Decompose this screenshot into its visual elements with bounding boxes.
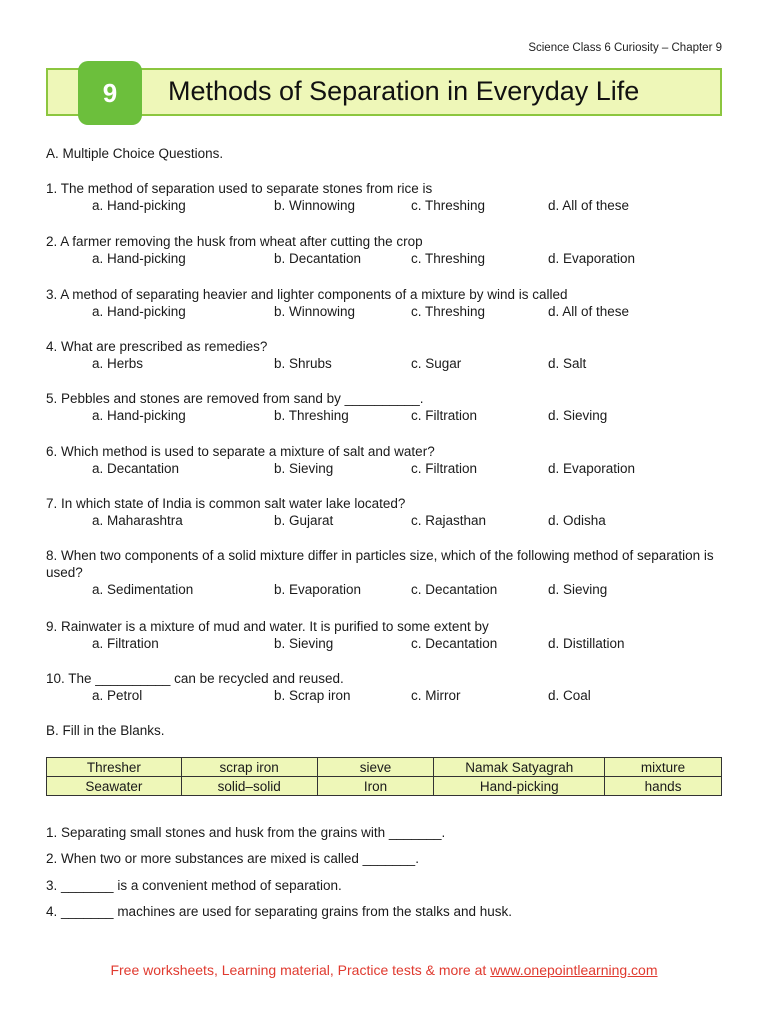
- answer-option[interactable]: d. Sieving: [548, 408, 608, 423]
- answer-option[interactable]: c. Sugar: [411, 356, 462, 371]
- question-item: [46, 547, 726, 598]
- answer-option[interactable]: c. Rajasthan: [411, 513, 487, 528]
- answer-option[interactable]: b. Winnowing: [274, 198, 356, 213]
- word-bank-cell: solid–solid: [181, 777, 317, 796]
- answer-option[interactable]: d. Evaporation: [548, 251, 636, 266]
- answer-option[interactable]: d. All of these: [548, 198, 630, 213]
- answer-option[interactable]: b. Threshing: [274, 408, 349, 423]
- option-row: [46, 512, 726, 529]
- answer-option[interactable]: d. All of these: [548, 304, 630, 319]
- answer-option[interactable]: b. Shrubs: [274, 356, 332, 371]
- question-item: [46, 618, 726, 652]
- answer-option[interactable]: c. Decantation: [411, 582, 498, 597]
- option-row: [46, 687, 726, 704]
- option-row: [46, 303, 726, 320]
- option-row: [46, 197, 726, 214]
- option-row: [46, 635, 726, 652]
- option-row: [46, 355, 726, 372]
- question-text: 3. A method of separating heavier and lighter components of a mixture by wind is called: [46, 287, 568, 302]
- word-bank-cell: Namak Satyagrah: [434, 758, 605, 777]
- question-text: 1. The method of separation used to separate stones from rice is: [46, 181, 433, 196]
- answer-option[interactable]: a. Petrol: [92, 688, 143, 703]
- question-text: 8. When two components of a solid mixture differ in particles size, which of the following method of separation is used?: [46, 548, 714, 580]
- word-bank-cell: Hand-picking: [434, 777, 605, 796]
- answer-option[interactable]: d. Distillation: [548, 636, 625, 651]
- fill-blank-item: 3. _______ is a convenient method of separation.: [46, 878, 342, 893]
- option-row: [46, 581, 726, 598]
- answer-option[interactable]: b. Gujarat: [274, 513, 334, 528]
- answer-option[interactable]: a. Hand-picking: [92, 198, 186, 213]
- option-row: [46, 407, 726, 424]
- word-bank-cell: Thresher: [47, 758, 182, 777]
- answer-option[interactable]: a. Filtration: [92, 636, 159, 651]
- answer-option[interactable]: a. Hand-picking: [92, 408, 186, 423]
- question-item: [46, 495, 726, 529]
- question-text: 9. Rainwater is a mixture of mud and water. It is purified to some extent by: [46, 619, 489, 634]
- answer-option[interactable]: a. Hand-picking: [92, 251, 186, 266]
- answer-option[interactable]: b. Evaporation: [274, 582, 362, 597]
- section-a-heading: A. Multiple Choice Questions.: [46, 146, 224, 161]
- answer-option[interactable]: d. Salt: [548, 356, 587, 371]
- answer-option[interactable]: a. Decantation: [92, 461, 180, 476]
- question-item: [46, 233, 726, 267]
- question-text: 7. In which state of India is common salt water lake located?: [46, 496, 406, 511]
- question-item: [46, 443, 726, 477]
- header-reference: Science Class 6 Curiosity – Chapter 9: [528, 42, 722, 54]
- question-item: [46, 338, 726, 372]
- answer-option[interactable]: a. Sedimentation: [92, 582, 194, 597]
- word-bank-cell: sieve: [317, 758, 434, 777]
- answer-option[interactable]: c. Filtration: [411, 408, 478, 423]
- word-bank-cell: scrap iron: [181, 758, 317, 777]
- question-item: [46, 286, 726, 320]
- question-text: 6. Which method is used to separate a mixture of salt and water?: [46, 444, 435, 459]
- answer-option[interactable]: a. Herbs: [92, 356, 144, 371]
- answer-option[interactable]: c. Threshing: [411, 198, 486, 213]
- answer-option[interactable]: d. Sieving: [548, 582, 608, 597]
- word-bank-row: [47, 758, 722, 777]
- answer-option[interactable]: c. Threshing: [411, 304, 486, 319]
- word-bank-cell: mixture: [605, 758, 722, 777]
- word-bank-cell: Seawater: [47, 777, 182, 796]
- answer-option[interactable]: b. Sieving: [274, 636, 334, 651]
- answer-option[interactable]: b. Sieving: [274, 461, 334, 476]
- answer-option[interactable]: c. Filtration: [411, 461, 478, 476]
- answer-option[interactable]: c. Threshing: [411, 251, 486, 266]
- page-title: Methods of Separation in Everyday Life: [168, 76, 640, 106]
- answer-option[interactable]: b. Winnowing: [274, 304, 356, 319]
- question-item: [46, 180, 726, 214]
- chapter-number-badge: 9: [78, 61, 142, 125]
- answer-option[interactable]: d. Odisha: [548, 513, 606, 528]
- fill-blank-item: 4. _______ machines are used for separating grains from the stalks and husk.: [46, 904, 513, 919]
- option-row: [46, 250, 726, 267]
- answer-option[interactable]: a. Hand-picking: [92, 304, 186, 319]
- answer-option[interactable]: b. Scrap iron: [274, 688, 351, 703]
- question-text: 5. Pebbles and stones are removed from sand by __________.: [46, 391, 424, 406]
- answer-option[interactable]: d. Evaporation: [548, 461, 636, 476]
- footer-link[interactable]: www.onepointlearning.com: [490, 962, 658, 978]
- answer-option[interactable]: c. Mirror: [411, 688, 461, 703]
- fill-blank-item: 1. Separating small stones and husk from the grains with _______.: [46, 825, 446, 840]
- answer-option[interactable]: c. Decantation: [411, 636, 498, 651]
- question-item: [46, 670, 726, 704]
- question-text: 4. What are prescribed as remedies?: [46, 339, 268, 354]
- section-b-heading: B. Fill in the Blanks.: [46, 723, 165, 738]
- answer-option[interactable]: d. Coal: [548, 688, 591, 703]
- question-item: [46, 390, 726, 424]
- answer-option[interactable]: b. Decantation: [274, 251, 362, 266]
- question-text: 10. The __________ can be recycled and reused.: [46, 671, 344, 686]
- word-bank-row: [47, 777, 722, 796]
- answer-option[interactable]: a. Maharashtra: [92, 513, 183, 528]
- footer: [0, 962, 768, 978]
- footer-text: Free worksheets, Learning material, Practice tests & more at: [110, 962, 491, 978]
- word-bank-cell: hands: [605, 777, 722, 796]
- fill-blank-item: 2. When two or more substances are mixed is called _______.: [46, 851, 419, 866]
- word-bank-cell: Iron: [317, 777, 434, 796]
- option-row: [46, 460, 726, 477]
- question-text: 2. A farmer removing the husk from wheat after cutting the crop: [46, 234, 423, 249]
- word-bank-table: [46, 757, 722, 796]
